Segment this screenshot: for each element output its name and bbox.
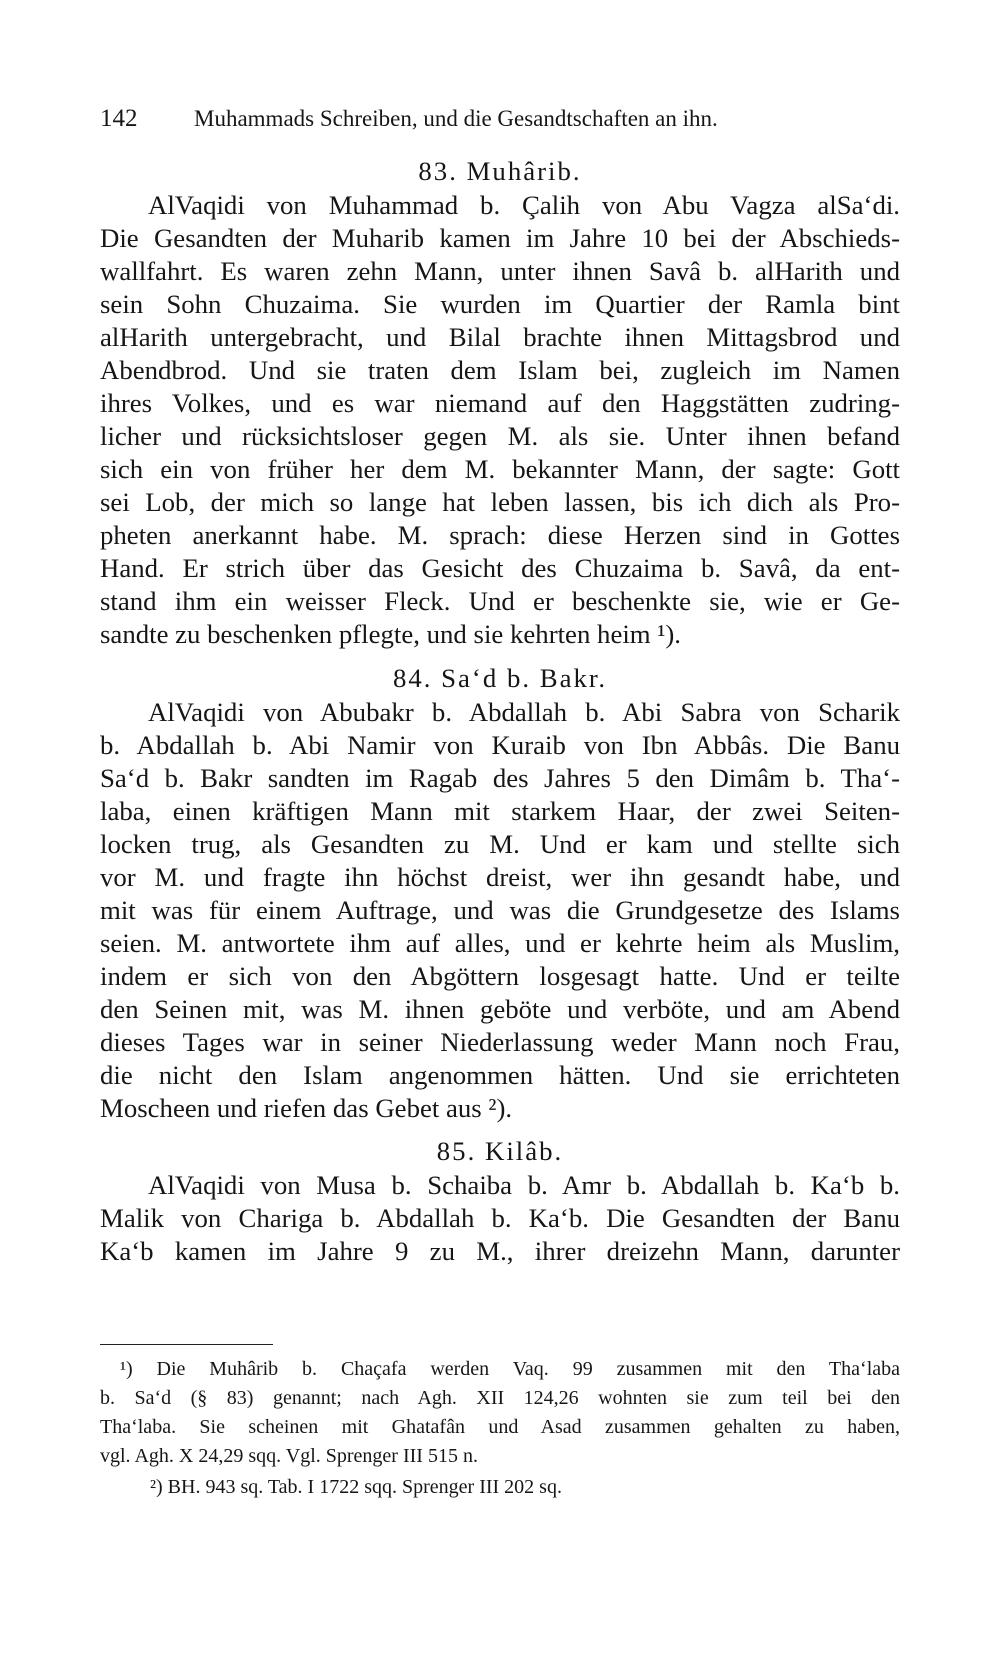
text-line: den Seinen mit, was M. ihnen geböte und verböte, und am Abend xyxy=(100,994,900,1024)
footnote-line: Tha‘laba. Sie scheinen mit Ghatafân und Asad zusammen gehalten zu haben, xyxy=(100,1416,900,1438)
text-line: laba, einen kräftigen Mann mit starkem Haar, der zwei Seiten- xyxy=(100,796,900,826)
text-line: Moscheen und riefen das Gebet aus ²). xyxy=(100,1093,513,1123)
text-line: sandte zu beschenken pflegte, und sie kehrten heim ¹). xyxy=(100,619,681,649)
text-line: Sa‘d b. Bakr sandten im Ragab des Jahres 5 den Dimâm b. Tha‘- xyxy=(100,763,900,793)
text-line: AlVaqidi von Muhammad b. Çalih von Abu Vagza alSa‘di. xyxy=(148,190,900,220)
footnote-line: vgl. Agh. X 24,29 sqq. Vgl. Sprenger III 515 n. xyxy=(100,1445,478,1467)
text-line: Malik von Chariga b. Abdallah b. Ka‘b. Die Gesandten der Banu xyxy=(100,1203,900,1233)
text-line: stand ihm ein weisser Fleck. Und er beschenkte sie, wie er Ge- xyxy=(100,586,900,616)
text-line: die nicht den Islam angenommen hätten. Und sie errichteten xyxy=(100,1060,900,1090)
section-heading-83: 83. Muhârib. xyxy=(418,156,582,186)
text-line: Abendbrod. Und sie traten dem Islam bei, zugleich im Namen xyxy=(100,355,900,385)
text-line: pheten anerkannt habe. M. sprach: diese Herzen sind in Gottes xyxy=(100,520,900,550)
text-line: AlVaqidi von Musa b. Schaiba b. Amr b. Abdallah b. Ka‘b b. xyxy=(148,1170,900,1200)
section-heading-85: 85. Kilâb. xyxy=(436,1136,564,1166)
text-line: b. Abdallah b. Abi Namir von Kuraib von Ibn Abbâs. Die Banu xyxy=(100,730,900,760)
text-line: sein Sohn Chuzaima. Sie wurden im Quartier der Ramla bint xyxy=(100,289,900,319)
text-line: seien. M. antwortete ihm auf alles, und er kehrte heim als Muslim, xyxy=(100,928,900,958)
text-line: indem er sich von den Abgöttern losgesagt hatte. Und er teilte xyxy=(100,961,900,991)
text-line: ihres Volkes, und es war niemand auf den Haggstätten zudring- xyxy=(100,388,900,418)
text-line: AlVaqidi von Abubakr b. Abdallah b. Abi Sabra von Scharik xyxy=(148,697,900,727)
text-line: licher und rücksichtsloser gegen M. als sie. Unter ihnen befand xyxy=(100,421,900,451)
text-line: locken trug, als Gesandten zu M. Und er kam und stellte sich xyxy=(100,829,900,859)
text-line: sei Lob, der mich so lange hat leben lassen, bis ich dich als Pro- xyxy=(100,487,900,517)
running-header xyxy=(100,104,900,134)
text-line: wallfahrt. Es waren zehn Mann, unter ihnen Savâ b. alHarith und xyxy=(100,256,900,286)
page-number: 142 xyxy=(100,105,138,132)
running-title: Muhammads Schreiben, und die Gesandtschaften an ihn. xyxy=(194,106,718,131)
section-heading-84: 84. Sa‘d b. Bakr. xyxy=(392,663,608,693)
footnote-divider xyxy=(100,1344,273,1345)
text-line: alHarith untergebracht, und Bilal brachte ihnen Mittagsbrod und xyxy=(100,322,900,352)
text-line: mit was für einem Auftrage, und was die Grundgesetze des Islams xyxy=(100,895,900,925)
text-line: dieses Tages war in seiner Niederlassung weder Mann noch Frau, xyxy=(100,1027,900,1057)
footnote-line: ¹) Die Muhârib b. Chaçafa werden Vaq. 99 zusammen mit den Tha‘laba xyxy=(120,1358,900,1380)
text-line: Hand. Er strich über das Gesicht des Chuzaima b. Savâ, da ent- xyxy=(100,553,900,583)
text-line: Ka‘b kamen im Jahre 9 zu M., ihrer dreizehn Mann, darunter xyxy=(100,1236,900,1266)
text-line: Die Gesandten der Muharib kamen im Jahre 10 bei der Abschieds- xyxy=(100,223,900,253)
footnote-line: ²) BH. 943 sq. Tab. I 1722 sqq. Sprenger III 202 sq. xyxy=(150,1476,562,1498)
text-line: sich ein von früher her dem M. bekannter Mann, der sagte: Gott xyxy=(100,454,900,484)
footnote-line: b. Sa‘d (§ 83) genannt; nach Agh. XII 124,26 wohnten sie zum teil bei den xyxy=(100,1387,900,1409)
text-line: vor M. und fragte ihn höchst dreist, wer ihn gesandt habe, und xyxy=(100,862,900,892)
